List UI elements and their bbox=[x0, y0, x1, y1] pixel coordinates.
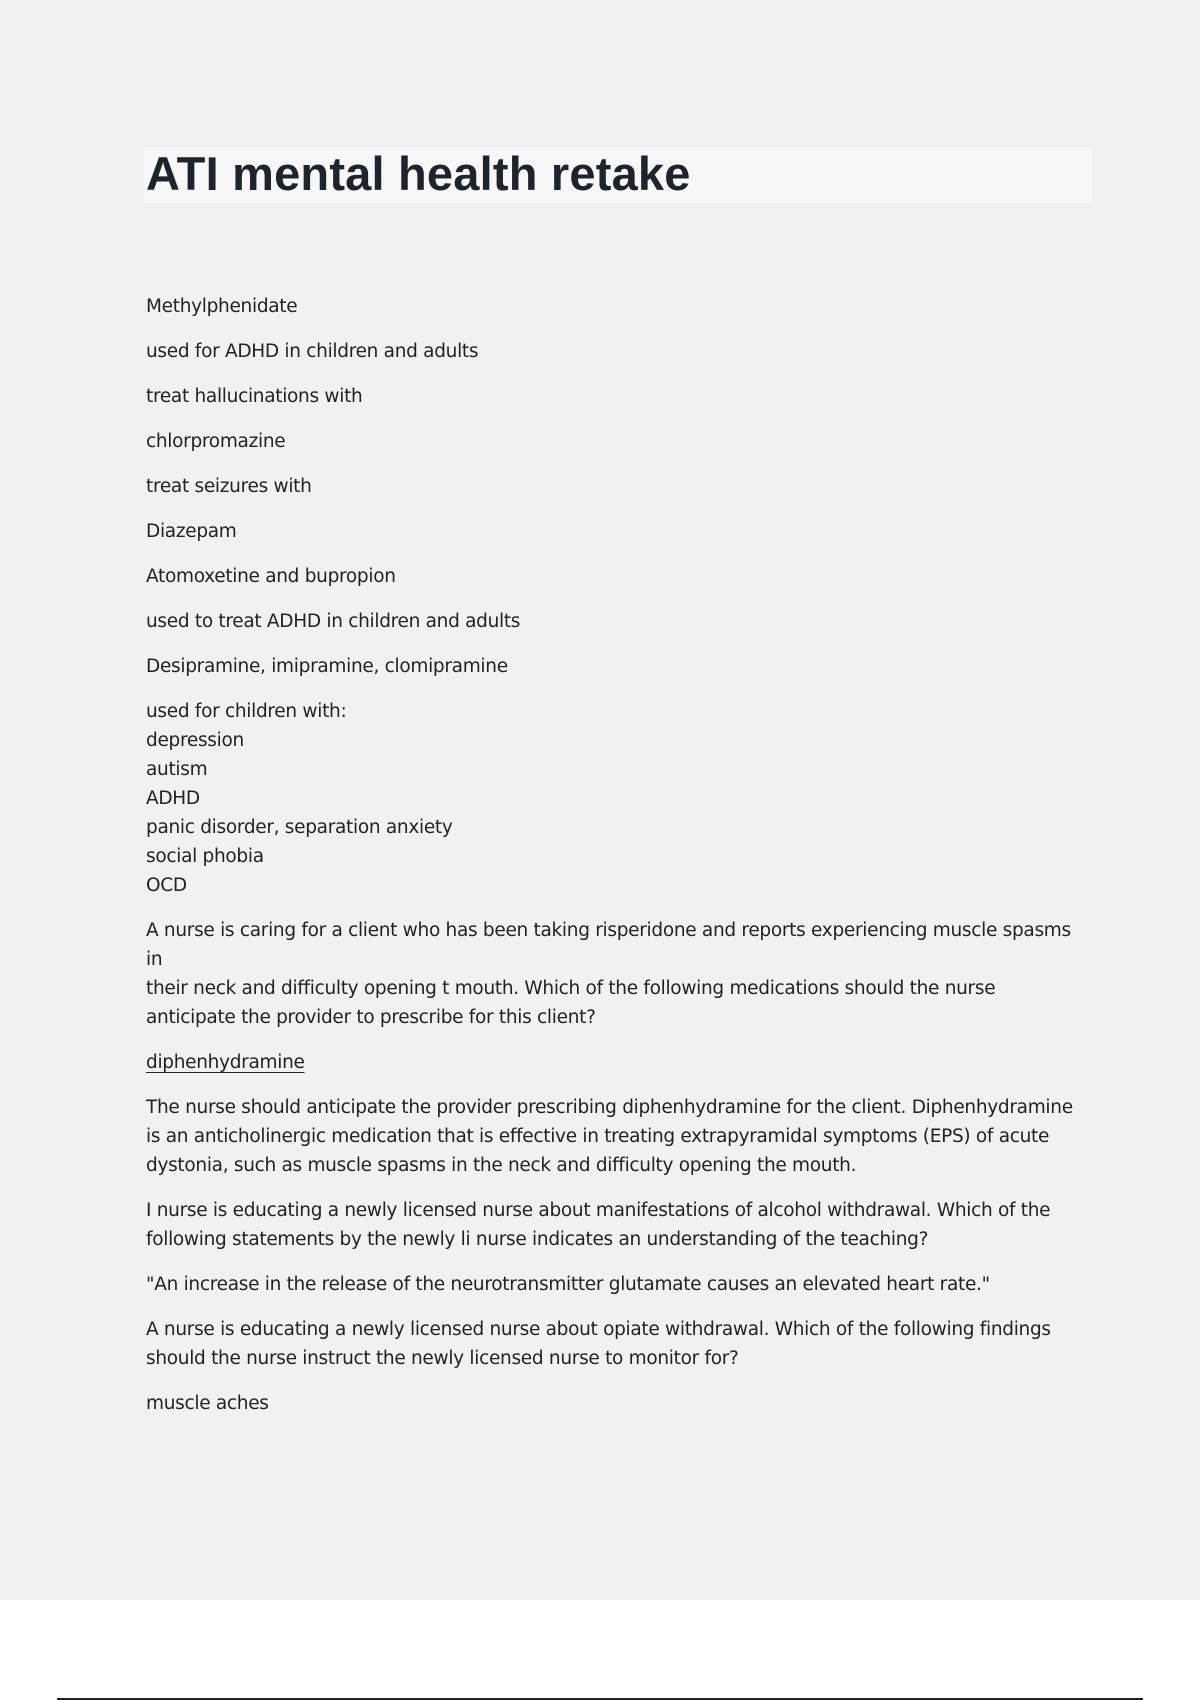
list-line: depression bbox=[146, 730, 244, 751]
list-line: panic disorder, separation anxiety bbox=[146, 817, 453, 838]
question-line: A nurse is educating a newly licensed nurse about opiate withdrawal. Which of the following findings bbox=[146, 1319, 1051, 1340]
rationale-line: dystonia, such as muscle spasms in the neck and difficulty opening the mouth. bbox=[146, 1155, 857, 1176]
paragraph: Atomoxetine and bupropion bbox=[146, 566, 396, 587]
list-line: OCD bbox=[146, 875, 187, 896]
paragraph: used for ADHD in children and adults bbox=[146, 341, 479, 362]
list-line: ADHD bbox=[146, 788, 200, 809]
paragraph: treat seizures with bbox=[146, 476, 312, 497]
paragraph: used to treat ADHD in children and adults bbox=[146, 611, 521, 632]
question-line: A nurse is caring for a client who has been taking risperidone and reports experiencing muscle spasms in bbox=[146, 920, 1071, 970]
rationale-line: The nurse should anticipate the provider prescribing diphenhydramine for the client. Diphenhydramine bbox=[146, 1097, 1073, 1118]
answer-risperidone bbox=[146, 1048, 1092, 1077]
paragraph: Methylphenidate bbox=[146, 296, 298, 317]
paragraph: chlorpromazine bbox=[146, 431, 286, 452]
document-body bbox=[146, 292, 1092, 1434]
paragraph: treat hallucinations with bbox=[146, 386, 363, 407]
paragraph: Desipramine, imipramine, clomipramine bbox=[146, 656, 508, 677]
list-line: social phobia bbox=[146, 846, 264, 867]
answer-opiate-withdrawal: muscle aches bbox=[146, 1393, 269, 1414]
rationale-line: is an anticholinergic medication that is effective in treating extrapyramidal symptoms (EPS) of acute bbox=[146, 1126, 1050, 1147]
paragraph: Diazepam bbox=[146, 521, 237, 542]
question-alcohol-withdrawal bbox=[146, 1196, 1092, 1254]
question-line: their neck and difficulty opening t mouth. Which of the following medications should the nurse bbox=[146, 978, 996, 999]
question-line: should the nurse instruct the newly licensed nurse to monitor for? bbox=[146, 1348, 739, 1369]
question-risperidone bbox=[146, 916, 1092, 1032]
children-conditions-list bbox=[146, 697, 1092, 900]
question-line: I nurse is educating a newly licensed nurse about manifestations of alcohol withdrawal. Which of the bbox=[146, 1200, 1051, 1221]
rationale-diphenhydramine bbox=[146, 1093, 1092, 1180]
answer-alcohol-withdrawal: "An increase in the release of the neurotransmitter glutamate causes an elevated heart rate." bbox=[146, 1274, 990, 1295]
list-line: autism bbox=[146, 759, 208, 780]
question-opiate-withdrawal bbox=[146, 1315, 1092, 1373]
document-title: ATI mental health retake bbox=[146, 147, 691, 200]
list-line: used for children with: bbox=[146, 701, 347, 722]
question-line: anticipate the provider to prescribe for this client? bbox=[146, 1007, 596, 1028]
question-line: following statements by the newly li nurse indicates an understanding of the teaching? bbox=[146, 1229, 929, 1250]
answer-text: diphenhydramine bbox=[146, 1052, 305, 1073]
